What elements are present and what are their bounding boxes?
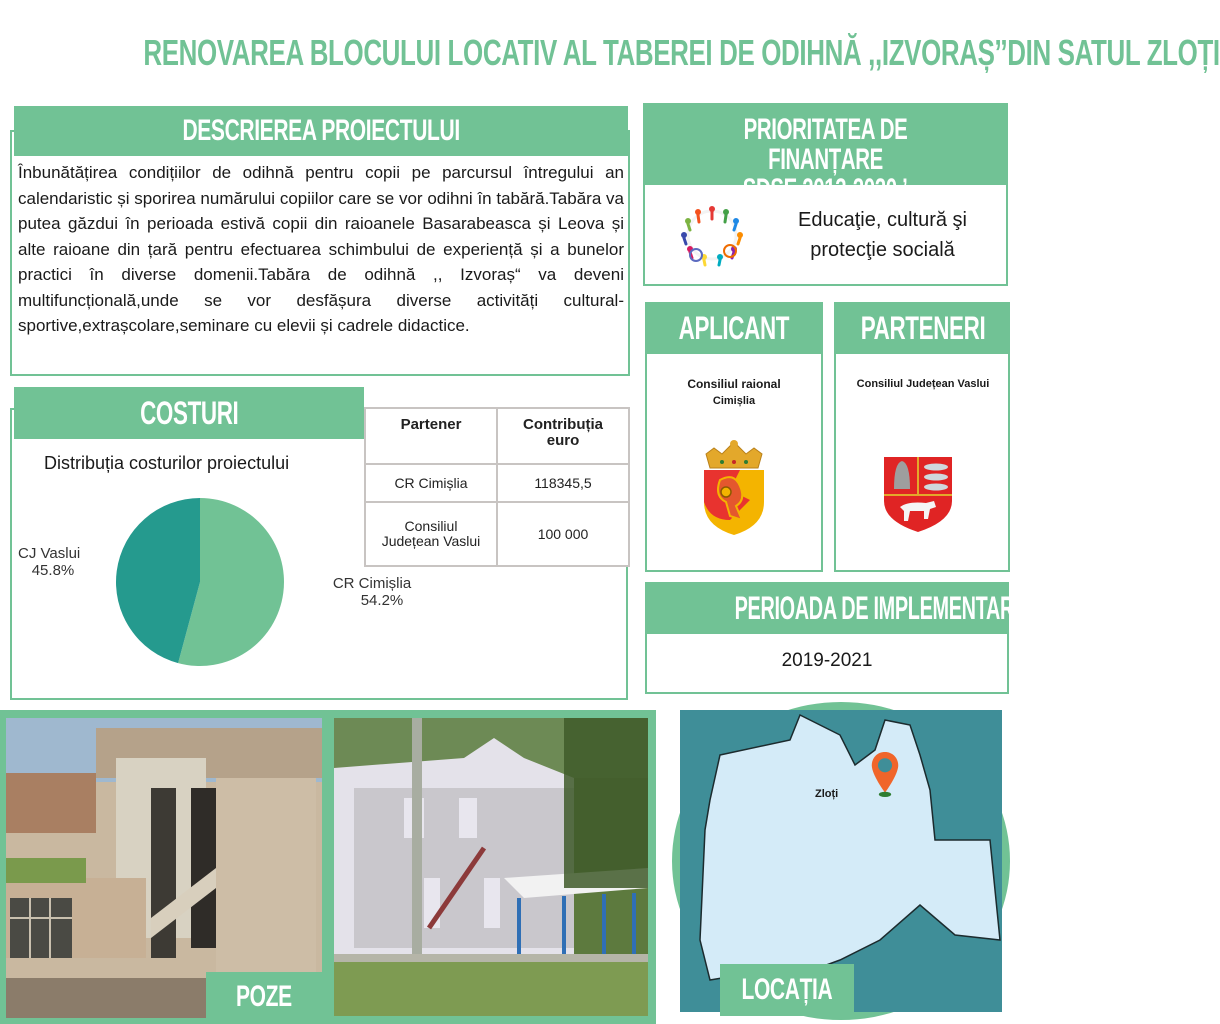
renovated-camp-photo bbox=[334, 718, 648, 1016]
table-cell-partner-line1: Consiliul bbox=[404, 518, 458, 534]
map-place-label: Zloți bbox=[815, 788, 839, 800]
priority-heading bbox=[643, 103, 1008, 206]
pie-label-cimislia bbox=[322, 575, 422, 609]
description-heading bbox=[14, 106, 628, 156]
pie-label-vaslui-name: CJ Vaslui bbox=[18, 545, 81, 562]
pie-label-cimislia-name: CR Cimișlia bbox=[332, 575, 412, 592]
applicant-name bbox=[655, 376, 813, 410]
photos-label-text: POZE bbox=[236, 980, 292, 1013]
priority-text-line2: protecţie socială bbox=[810, 239, 955, 261]
priority-text-line1: Educaţie, cultură şi bbox=[798, 209, 967, 231]
cost-pie-chart bbox=[100, 490, 300, 675]
map-pin-icon bbox=[870, 750, 900, 800]
period-heading-text: PERIOADA DE IMPLEMENTARE bbox=[734, 590, 1027, 626]
applicant-name-line2: Cimișlia bbox=[712, 395, 756, 407]
cimislia-coat-of-arms-icon bbox=[700, 440, 768, 536]
location-label-text: LOCAȚIA bbox=[741, 973, 833, 1006]
cost-table bbox=[364, 407, 630, 567]
description-heading-text: DESCRIEREA PROIECTULUI bbox=[182, 114, 460, 147]
partners-heading bbox=[834, 302, 1010, 354]
vaslui-coat-of-arms-icon bbox=[882, 455, 954, 533]
photos-label bbox=[206, 972, 322, 1022]
chart-title: Distribuția costurilor proiectului bbox=[44, 453, 290, 473]
table-cell-partner bbox=[366, 503, 496, 565]
table-cell-partner: CR Cimișlia bbox=[366, 465, 496, 501]
pie-label-vaslui-value: 45.8% bbox=[31, 562, 75, 579]
applicant-name-line1: Consiliul raional bbox=[687, 377, 781, 391]
period-value: 2019-2021 bbox=[781, 650, 873, 671]
pie-label-cimislia-value: 54.2% bbox=[360, 592, 404, 609]
location-label bbox=[720, 964, 854, 1016]
table-header-contribution-line2: euro bbox=[546, 432, 580, 449]
priority-heading-line1: PRIORITATEA DE FINANȚARE bbox=[743, 113, 908, 176]
pie-label-vaslui bbox=[18, 545, 88, 579]
period-heading bbox=[645, 582, 1027, 634]
priority-text bbox=[765, 205, 1000, 265]
description-text: Înbunătățirea condițiilor de odihnă pentru copii pe parcursul întregului an calendaristic și sporirea numărului copiilor care se vor odihni în tabără.Tabăra va putea găzdui în perioada estivă copii din raioanele Basarabeasca și Leova și alte raioane din țară pentru efectuarea schimbului de experiență și a bunelor practici în diverse domenii.Tabăra de odihnă ,, Izvoraș“ va deveni multifuncțională,unde se vor desfășura diverse activități cultural-sportive,extrașcolare,seminare cu elevii și cadrele didactice. bbox=[18, 163, 624, 335]
applicant-heading bbox=[645, 302, 823, 354]
costs-heading-text: COSTURI bbox=[139, 395, 239, 431]
table-row bbox=[366, 503, 628, 565]
table-cell-amount: 118345,5 bbox=[498, 465, 628, 501]
costs-heading bbox=[14, 387, 364, 439]
page-title: RENOVAREA BLOCULUI LOCATIV AL TABEREI DE ODIHNĂ ,,IZVORAȘ’’DIN SATUL ZLOȚI bbox=[143, 32, 1220, 73]
table-row bbox=[366, 465, 628, 501]
table-header-row bbox=[366, 409, 628, 463]
table-cell-partner-line2: Județean Vaslui bbox=[381, 533, 481, 549]
table-header-contribution bbox=[498, 409, 628, 463]
table-cell-amount: 100 000 bbox=[498, 503, 628, 565]
table-header-partner: Partener bbox=[366, 409, 496, 463]
children-circle-icon bbox=[672, 203, 752, 267]
applicant-heading-text: APLICANT bbox=[678, 310, 790, 346]
table-header-contribution-line1: Contribuția bbox=[523, 416, 603, 433]
partner-name: Consiliul Județean Vaslui bbox=[856, 378, 990, 390]
priority-heading-line2: SDSE 2013-2020 ’ bbox=[743, 173, 908, 206]
partners-heading-text: PARTENERI bbox=[860, 310, 986, 346]
